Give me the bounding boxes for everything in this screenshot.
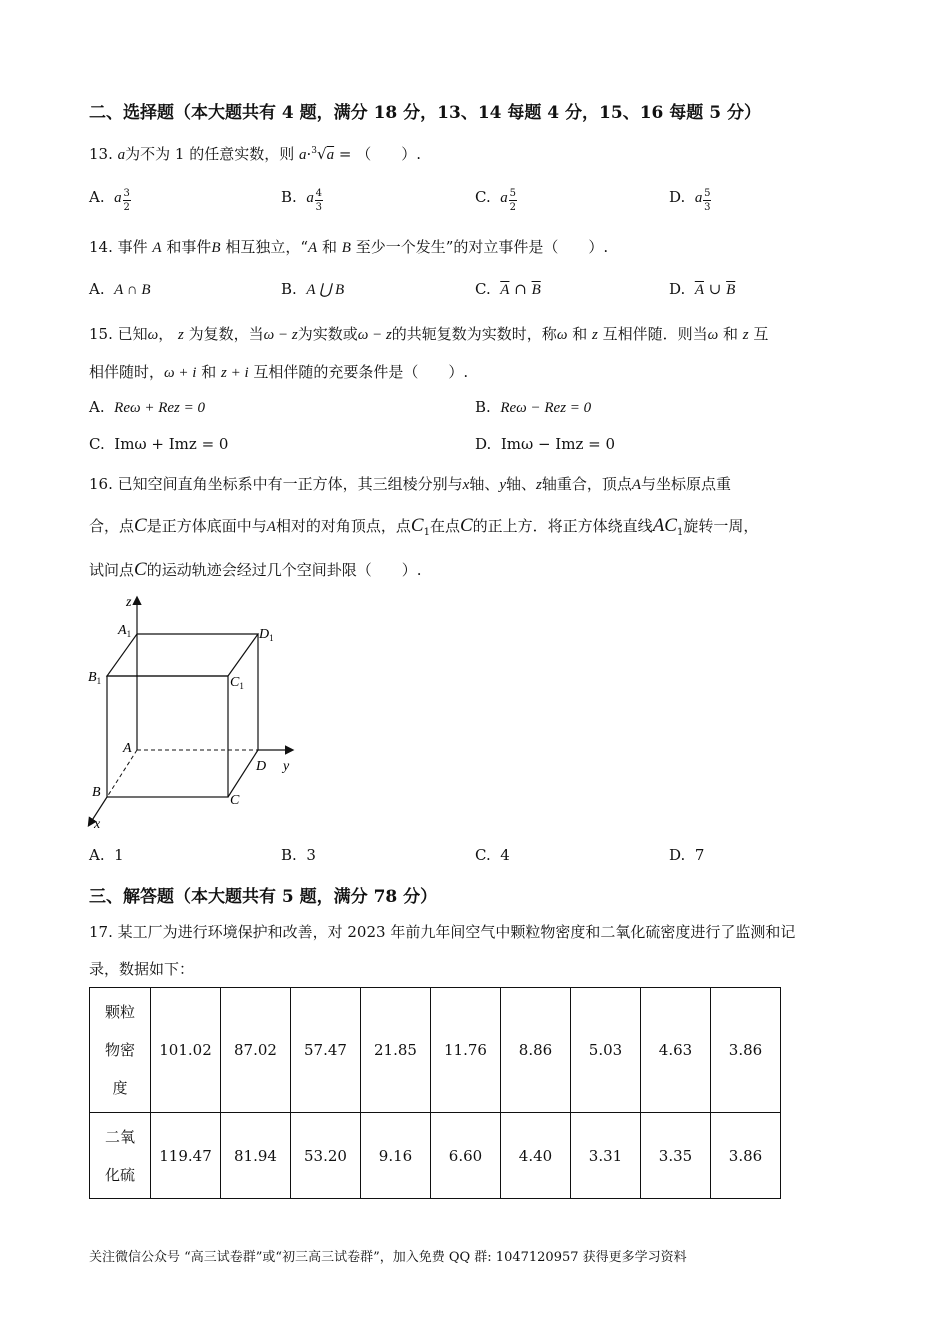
q17-stem-line1: 17. 某工厂为进行环境保护和改善，对 2023 年前九年间空气中颗粒物密度和二氧化硫密度进行了监测和记 [89, 923, 796, 941]
q14-option-d[interactable]: D. $\overline{A}$ ∪ $\overline{B}$ [669, 280, 736, 298]
section-title-answer: 三、解答题（本大题共有 5 题，满分 78 分） [89, 887, 438, 907]
q14-option-c[interactable]: C. $\overline{A}$ ∩ $\overline{B}$ [475, 280, 541, 298]
table-row [90, 988, 781, 1113]
q16-stem-line3: 试问点C的运动轨迹会经过几个空间卦限（ ）. [89, 559, 422, 580]
label-c: C [230, 793, 240, 808]
table-cell: 53.20 [291, 1113, 361, 1199]
section-title-choice: 二、选择题（本大题共有 4 题，满分 18 分，13、14 每题 4 分，15、16 每题 5 分） [89, 103, 761, 123]
table-cell: 21.85 [361, 988, 431, 1113]
table-cell: 81.94 [221, 1113, 291, 1199]
table-cell: 119.47 [151, 1113, 221, 1199]
cube-front-face [107, 676, 228, 797]
label-b: B [92, 785, 101, 800]
table-cell: 3.86 [711, 988, 781, 1113]
q13-stem: 13. a为不为 1 的任意实数，则 a·$^3$√a = （ ）. [89, 145, 421, 163]
q16-stem-line1: 16. 已知空间直角坐标系中有一正方体，其三组棱分别与x轴、y轴、z轴重合，顶点A与坐标原点重 [89, 475, 732, 493]
label-a: A [123, 741, 132, 756]
label-d1: $D_1$ [259, 627, 274, 643]
label-d: D [256, 759, 267, 774]
q14-option-b[interactable]: B. A ⋃ B [281, 280, 345, 298]
q17-stem-line2: 录，数据如下： [89, 960, 195, 978]
q16-option-a[interactable]: A. 1 [89, 846, 124, 864]
q16-stem-line2: 合，点C是正方体底面中与A相对的对角顶点，点$C_1$在点C的正上方．将正方体绕直线$AC_1$旋转一周， [89, 515, 759, 538]
q15-option-c[interactable]: C. Imω + Imz = 0 [89, 435, 229, 453]
q13-option-d[interactable]: D. a $\frac{5}{3}$ [669, 188, 711, 213]
q13-option-b[interactable]: B. a $\frac{4}{3}$ [281, 188, 323, 213]
q15-option-b[interactable]: B. Reω − Rez = 0 [475, 398, 592, 416]
table-cell: 4.40 [501, 1113, 571, 1199]
row-label-particulate: 颗粒 物密 度 [90, 988, 151, 1113]
footer-note: 关注微信公众号 “高三试卷群”或“初三高三试卷群”，加入免费 QQ 群: 1047120957 获得更多学习资料 [89, 1250, 687, 1265]
q15-option-d[interactable]: D. Imω − Imz = 0 [475, 435, 615, 453]
label-y: y [283, 759, 290, 774]
table-cell: 101.02 [151, 988, 221, 1113]
table-cell: 6.60 [431, 1113, 501, 1199]
table-cell: 87.02 [221, 988, 291, 1113]
q13-option-a[interactable]: A. a $\frac{3}{2}$ [89, 188, 130, 213]
table-cell: 57.47 [291, 988, 361, 1113]
table-cell: 11.76 [431, 988, 501, 1113]
label-b1: $B_1$ [88, 670, 102, 686]
table-row [90, 1113, 781, 1199]
q14-stem: 14. 事件 A 和事件B 相互独立，“A 和 B 至少一个发生”的对立事件是（ ）. [89, 238, 609, 256]
q15-stem-line1: 15. 已知ω， z 为复数，当ω − z为实数或ω − z的共轭复数为实数时，称ω 和 z 互相伴随．则当ω 和 z 互 [89, 325, 769, 343]
table-cell: 3.35 [641, 1113, 711, 1199]
q15-stem-line2: 相伴随时，ω + i 和 z + i 互相伴随的充要条件是（ ）. [89, 363, 469, 381]
q13-option-c[interactable]: C. a $\frac{5}{2}$ [475, 188, 516, 213]
cube-top-face [107, 634, 258, 676]
cube-figure [80, 590, 310, 835]
label-z: z [126, 595, 132, 610]
table-cell: 3.86 [711, 1113, 781, 1199]
cube-edge-cd [228, 750, 258, 797]
q16-option-b[interactable]: B. 3 [281, 846, 316, 864]
label-x: x [94, 817, 101, 832]
table-cell: 5.03 [571, 988, 641, 1113]
q16-option-c[interactable]: C. 4 [475, 846, 510, 864]
x-axis-hidden [107, 750, 137, 797]
table-cell: 8.86 [501, 988, 571, 1113]
q15-option-a[interactable]: A. Reω + Rez = 0 [89, 398, 205, 416]
table-cell: 9.16 [361, 1113, 431, 1199]
table-cell: 4.63 [641, 988, 711, 1113]
data-table [89, 987, 781, 1199]
q14-option-a[interactable]: A. A ∩ B [89, 280, 151, 298]
row-label-so2: 二氧 化硫 [90, 1113, 151, 1199]
table-cell: 3.31 [571, 1113, 641, 1199]
q16-option-d[interactable]: D. 7 [669, 846, 705, 864]
label-c1: $C_1$ [230, 675, 244, 691]
label-a1: $A_1$ [118, 623, 132, 639]
